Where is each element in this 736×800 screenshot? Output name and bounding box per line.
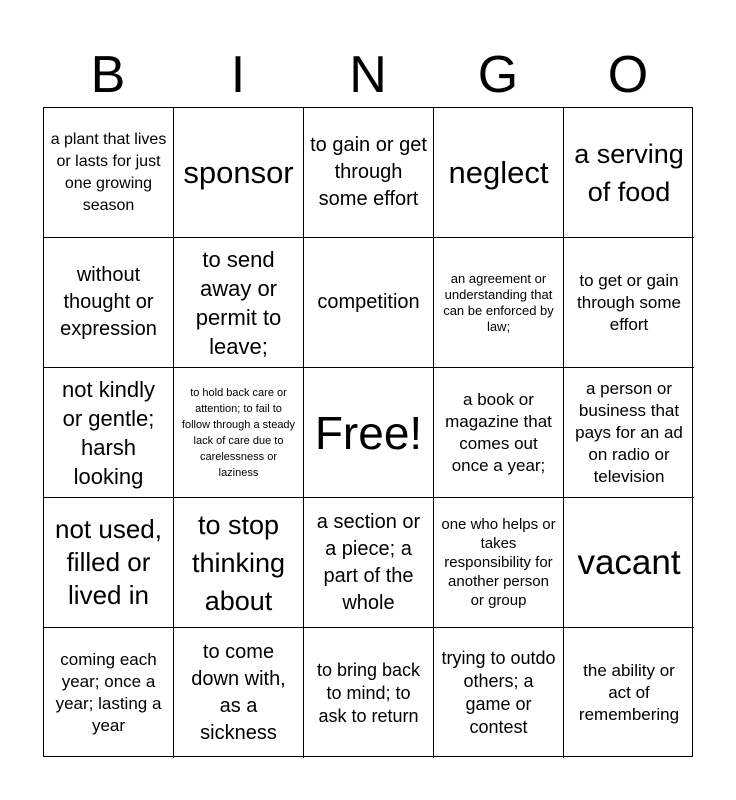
cell-text: to hold back care or attention; to fail to follow through a steady lack of care due to carelessness or laziness bbox=[181, 386, 296, 479]
bingo-cell[interactable] bbox=[304, 238, 434, 368]
cell-text: to gain or get through some effort bbox=[310, 134, 427, 210]
cell-text: vacant bbox=[577, 542, 681, 582]
cell-text: sponsor bbox=[183, 154, 294, 190]
bingo-cell[interactable] bbox=[44, 498, 174, 628]
cell-text: to send away or permit to leave; bbox=[195, 246, 282, 359]
bingo-cell[interactable] bbox=[564, 368, 694, 498]
bingo-cell[interactable] bbox=[434, 238, 564, 368]
bingo-cell[interactable] bbox=[434, 628, 564, 758]
free-space[interactable] bbox=[304, 368, 434, 498]
cell-text: Free! bbox=[314, 406, 423, 459]
cell-text: to bring back to mind; to ask to return bbox=[316, 659, 421, 726]
cell-text: to stop thinking about bbox=[191, 509, 286, 616]
bingo-cell[interactable] bbox=[44, 238, 174, 368]
bingo-cell[interactable] bbox=[174, 628, 304, 758]
cell-text: a plant that lives or lasts for just one growing season bbox=[50, 130, 167, 214]
cell-text: trying to outdo others; a game or contest bbox=[441, 648, 556, 737]
cell-text: coming each year; once a year; lasting a year bbox=[55, 650, 162, 735]
cell-text: to get or gain through some effort bbox=[577, 270, 681, 334]
header-letter-b: B bbox=[90, 46, 126, 104]
cell-text: competition bbox=[317, 291, 420, 313]
header-letter-o: O bbox=[607, 46, 649, 104]
header-letter-i: I bbox=[230, 46, 246, 104]
cell-text: without thought or expression bbox=[60, 264, 157, 340]
bingo-cell[interactable] bbox=[434, 108, 564, 238]
bingo-cell[interactable] bbox=[564, 628, 694, 758]
header-letter-n: N bbox=[349, 46, 387, 104]
bingo-cell[interactable] bbox=[174, 498, 304, 628]
bingo-cell[interactable] bbox=[304, 628, 434, 758]
bingo-cell[interactable] bbox=[564, 498, 694, 628]
bingo-cell[interactable] bbox=[174, 108, 304, 238]
cell-text: a section or a piece; a part of the whole bbox=[316, 510, 421, 614]
cell-text: the ability or act of remembering bbox=[578, 661, 680, 724]
bingo-cell[interactable] bbox=[174, 368, 304, 498]
cell-text: a person or business that pays for an ad on radio or television bbox=[575, 378, 683, 486]
header-letter-g: G bbox=[477, 46, 519, 104]
bingo-cell[interactable] bbox=[434, 498, 564, 628]
cell-text: one who helps or takes responsibility for another person or group bbox=[441, 516, 556, 609]
cell-text: an agreement or understanding that can be enforced by law; bbox=[443, 270, 554, 334]
bingo-cell[interactable] bbox=[434, 368, 564, 498]
bingo-card-grid bbox=[43, 107, 693, 757]
cell-text: to come down with, as a sickness bbox=[191, 641, 286, 744]
bingo-cell[interactable] bbox=[564, 238, 694, 368]
bingo-cell[interactable] bbox=[174, 238, 304, 368]
cell-text: not kindly or gentle; harsh looking bbox=[62, 376, 155, 489]
bingo-cell[interactable] bbox=[44, 368, 174, 498]
bingo-cell[interactable] bbox=[304, 498, 434, 628]
cell-text: a book or magazine that comes out once a year; bbox=[445, 389, 552, 475]
bingo-header bbox=[43, 45, 693, 105]
bingo-cell[interactable] bbox=[564, 108, 694, 238]
bingo-cell[interactable] bbox=[304, 108, 434, 238]
bingo-cell[interactable] bbox=[44, 628, 174, 758]
cell-text: a serving of food bbox=[574, 138, 684, 207]
cell-text: not used, filled or lived in bbox=[55, 514, 162, 610]
cell-text: neglect bbox=[448, 154, 549, 190]
bingo-cell[interactable] bbox=[44, 108, 174, 238]
